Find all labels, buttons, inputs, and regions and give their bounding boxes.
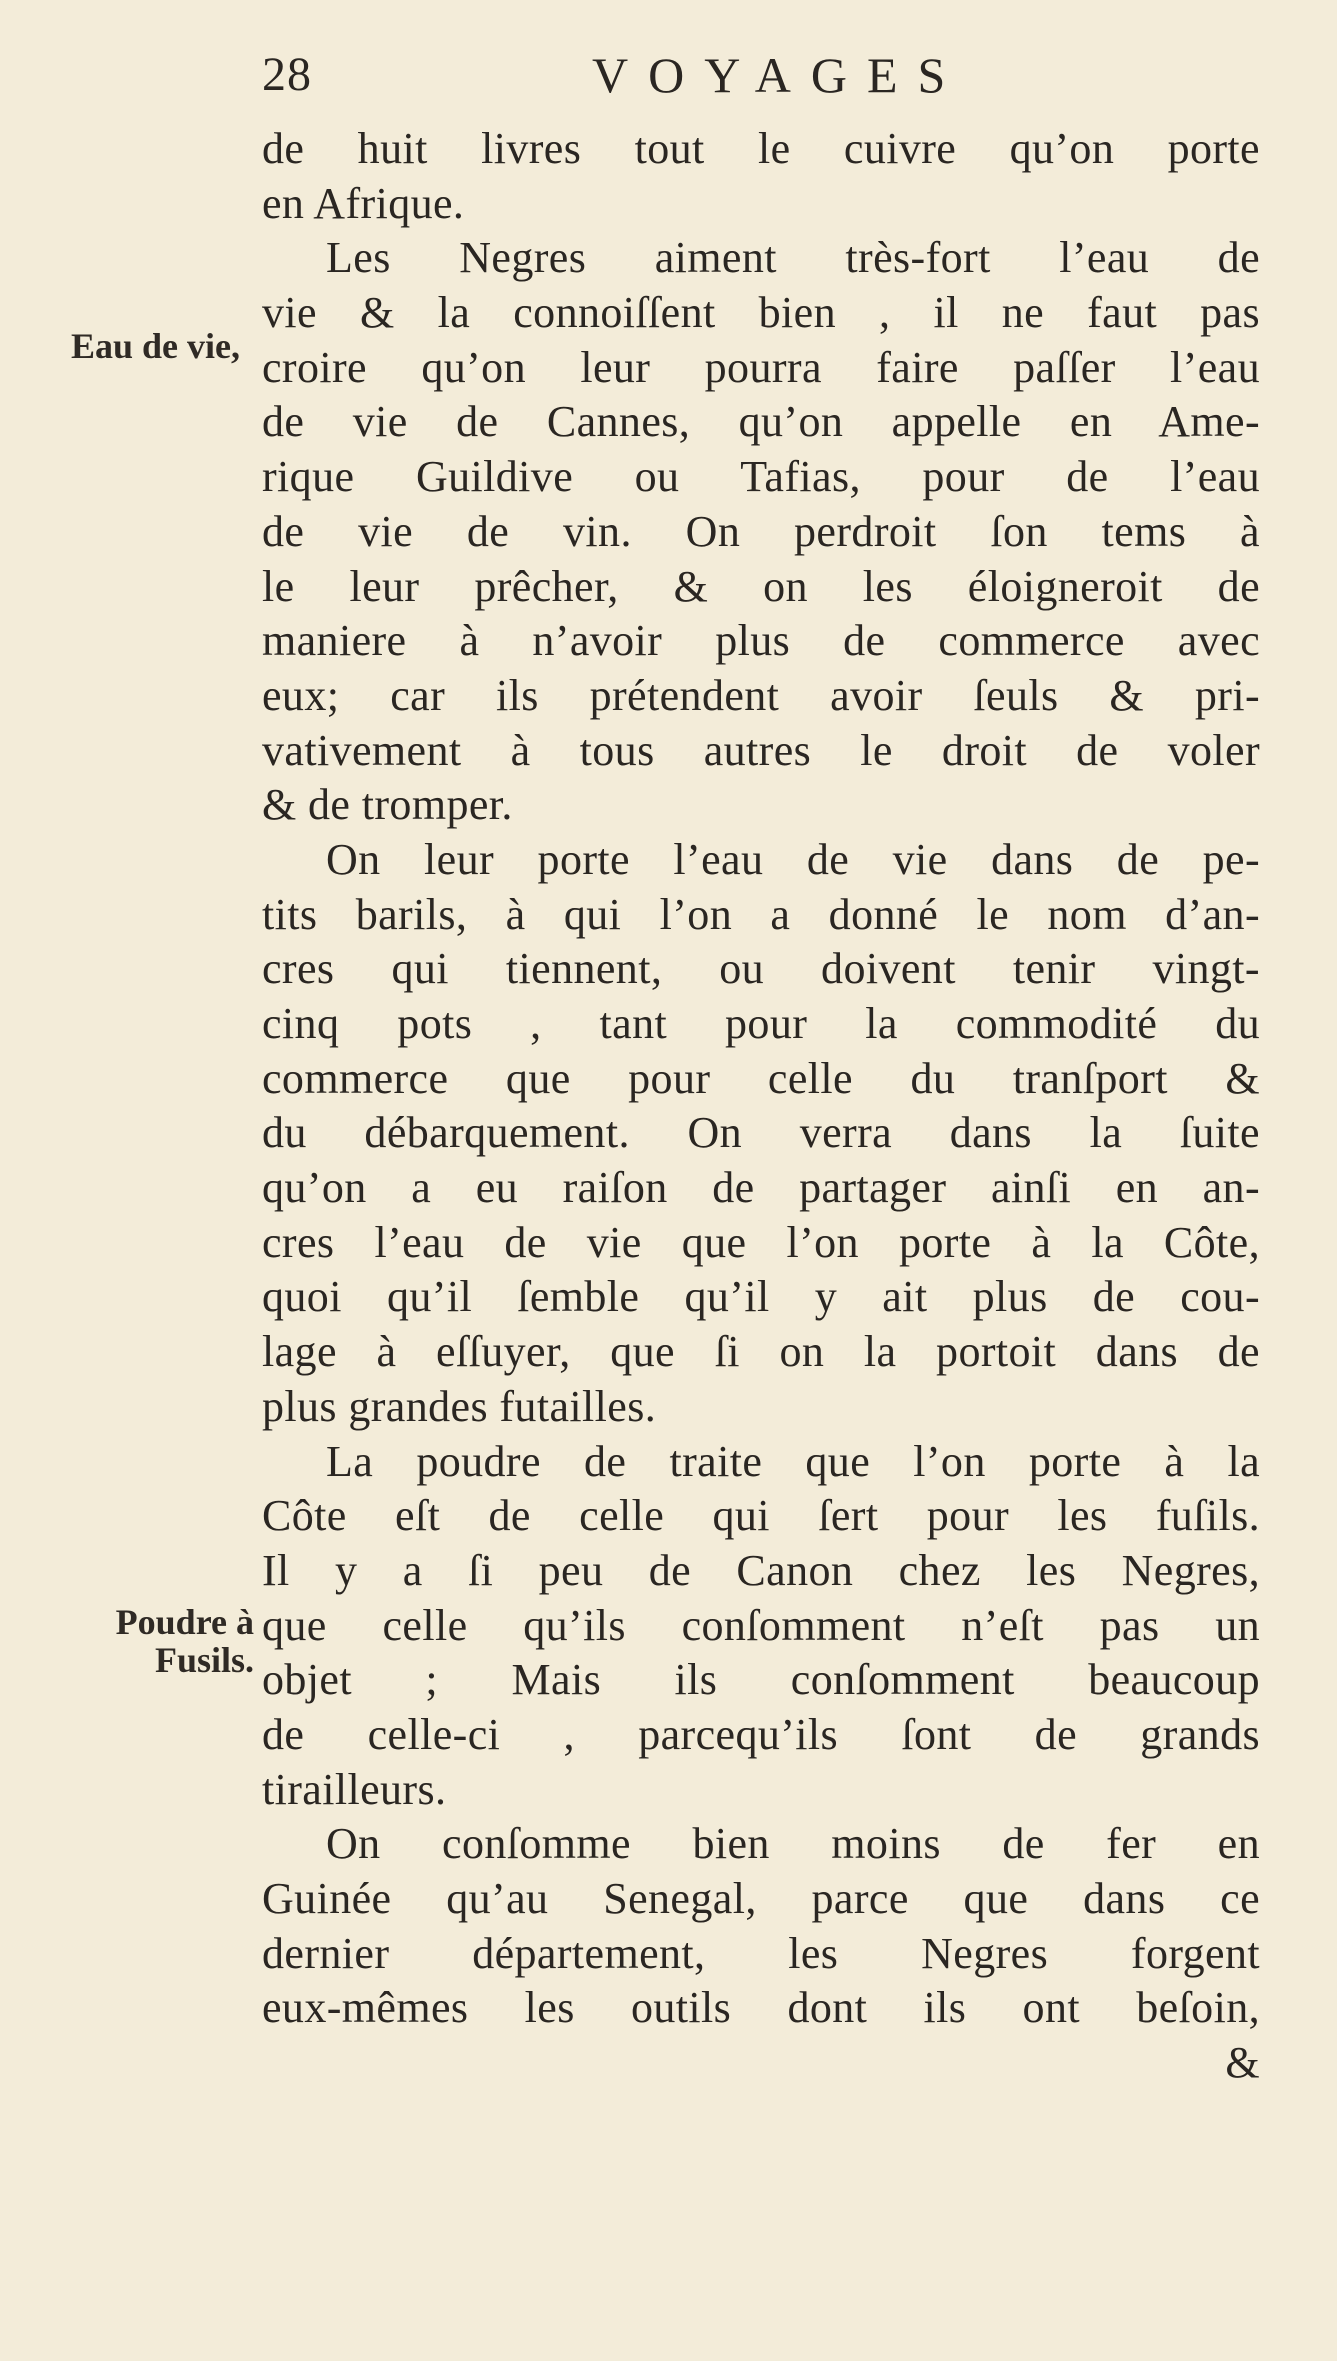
text-line: tirailleurs.: [262, 1764, 447, 1814]
text-line: objet ; Mais ils conſomment beaucoup: [262, 1655, 1260, 1705]
text-line: plus grandes futailles.: [262, 1381, 657, 1431]
text-line: que celle qu’ils conſomment n’eſt pas un: [262, 1600, 1260, 1650]
text-line: qu’on a eu raiſon de partager ainſi en an-: [262, 1163, 1260, 1213]
page-header: [262, 40, 1262, 110]
text-line: cinq pots , tant pour la commodité du: [262, 999, 1260, 1048]
text-line: Guinée qu’au Senegal, parce que dans ce: [262, 1874, 1260, 1923]
margin-note-eau-de-vie: Eau de vie,: [70, 326, 240, 366]
text-line: tits barils, à qui l’on a donné le nom d’an-: [262, 889, 1260, 939]
text-line: croire qu’on leur pourra faire paſſer l’eau: [262, 342, 1260, 392]
text-line: Côte eſt de celle qui ſert pour les fuſils.: [262, 1491, 1260, 1541]
margin-note-poudre: [40, 1603, 254, 1679]
text-line: cres l’eau de vie que l’on porte à la Côte,: [262, 1217, 1260, 1267]
text-line: Il y a ſi peu de Canon chez les Negres,: [262, 1545, 1260, 1595]
text-line: quoi qu’il ſemble qu’il y ait plus de cou-: [262, 1272, 1260, 1322]
running-title: VOYAGES: [592, 47, 966, 103]
text-line: La poudre de traite que l’on porte à la: [326, 1436, 1260, 1486]
text-line: rique Guildive ou Tafias, pour de l’eau: [262, 452, 1260, 502]
text-line: Les Negres aiment très-fort l’eau de: [326, 233, 1260, 283]
catchword: &: [1225, 2038, 1260, 2088]
text-line: de celle-ci , parcequ’ils ſont de grands: [262, 1709, 1260, 1759]
margin-note-poudre-line-1: Poudre à: [115, 1602, 254, 1642]
text-line: On conſomme bien moins de fer en: [326, 1819, 1260, 1869]
text-line: de vie de Cannes, qu’on appelle en Ame-: [262, 397, 1260, 447]
margin-note-poudre-line-2: Fusils.: [154, 1640, 254, 1680]
text-line: de huit livres tout le cuivre qu’on porte: [262, 124, 1260, 173]
page-number: 28: [262, 48, 312, 101]
text-line: vie & la connoiſſent bien , il ne faut pas: [262, 288, 1260, 338]
text-line: de vie de vin. On perdroit ſon tems à: [262, 506, 1260, 556]
body-text: [262, 122, 1260, 2122]
text-line: On leur porte l’eau de vie dans de pe-: [326, 834, 1260, 884]
text-line: du débarquement. On verra dans la ſuite: [262, 1108, 1260, 1158]
text-line: en Afrique.: [262, 178, 465, 228]
text-line: eux; car ils prétendent avoir ſeuls & pri-: [262, 670, 1260, 720]
text-line: maniere à n’avoir plus de commerce avec: [262, 616, 1260, 666]
text-line: cres qui tiennent, ou doivent tenir vingt-: [262, 944, 1260, 994]
text-line: commerce que pour celle du tranſport &: [262, 1053, 1260, 1103]
text-line: vativement à tous autres le droit de voler: [262, 725, 1260, 775]
text-line: le leur prêcher, & on les éloigneroit de: [262, 561, 1260, 611]
text-line: eux-mêmes les outils dont ils ont beſoin,: [262, 1983, 1260, 2033]
text-line: & de tromper.: [262, 780, 513, 830]
text-line: lage à eſſuyer, que ſi on la portoit dans de: [262, 1327, 1260, 1377]
text-line: dernier département, les Negres forgent: [262, 1928, 1260, 1978]
